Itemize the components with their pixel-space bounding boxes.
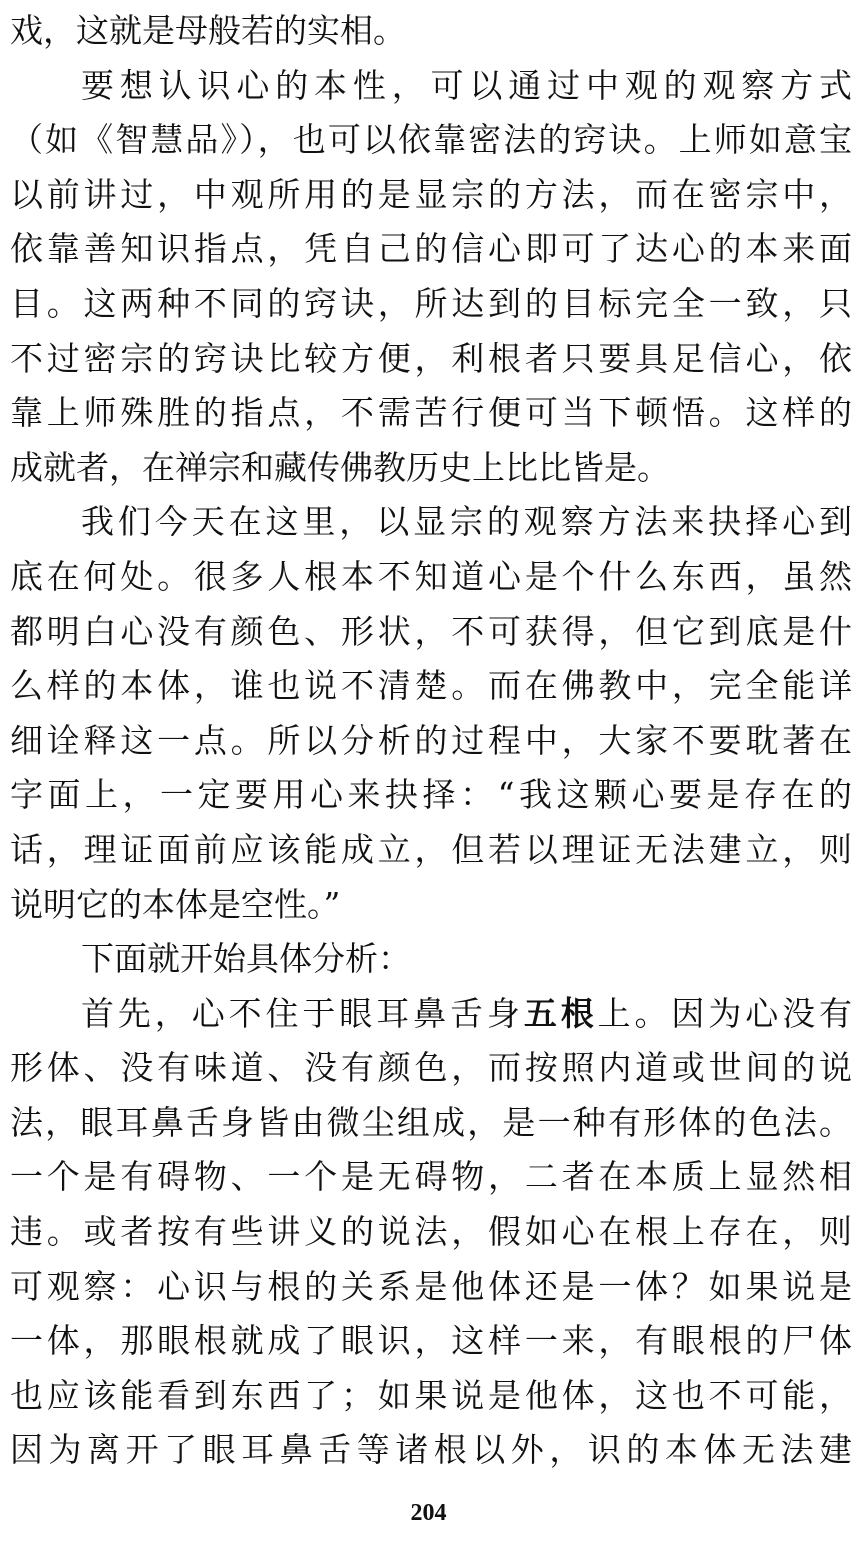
text-line: 可观察：心识与根的关系是他体还是一体？如果说是 [10, 1266, 852, 1306]
text-line [10, 987, 852, 1042]
text-line: 一个是有碍物、一个是无碍物，二者在本质上显然相 [10, 1157, 852, 1197]
bold-term: 五根 [523, 993, 598, 1033]
text-line: 形体、没有味道、没有颜色，而按照内道或世间的说 [10, 1048, 852, 1088]
text-line: 因为离开了眼耳鼻舌等诸根以外，识的本体无法建 [10, 1430, 852, 1470]
text-line: 我们今天在这里，以显宗的观察方法来抉择心到 [81, 502, 852, 542]
text-line: 成就者，在禅宗和藏传佛教历史上比比皆是。 [10, 447, 670, 487]
text-line: 底在何处。很多人根本不知道心是个什么东西，虽然 [10, 556, 852, 596]
text-line: 下面就开始具体分析： [81, 939, 411, 979]
text-line: 违。或者按有些讲义的说法，假如心在根上存在，则 [10, 1212, 852, 1252]
text-line: 目。这两种不同的窍诀，所达到的目标完全一致，只 [10, 283, 852, 323]
text-line: 细诠释这一点。所以分析的过程中，大家不要耽著在 [10, 720, 852, 760]
text-span: 上。因为心没有 [597, 993, 852, 1033]
text-line: 说明它的本体是空性。” [10, 884, 341, 924]
text-line: 么样的本体，谁也说不清楚。而在佛教中，完全能详 [10, 666, 852, 706]
text-line: 戏，这就是母般若的实相。 [10, 11, 406, 50]
body-text [10, 4, 852, 1478]
page-number: 204 [410, 1500, 447, 1526]
text-line: 都明白心没有颜色、形状，不可获得，但它到底是什 [10, 611, 852, 651]
text-line: 法，眼耳鼻舌身皆由微尘组成，是一种有形体的色法。 [10, 1102, 852, 1142]
text-line: （如《智慧品》），也可以依靠密法的窍诀。上师如意宝 [10, 120, 852, 160]
text-line: 要想认识心的本性，可以通过中观的观察方式 [81, 65, 852, 105]
text-line: 靠上师殊胜的指点，不需苦行便可当下顿悟。这样的 [10, 393, 852, 433]
text-line: 以前讲过，中观所用的是显宗的方法，而在密宗中， [10, 174, 852, 214]
text-line: 依靠善知识指点，凭自己的信心即可了达心的本来面 [10, 229, 852, 269]
text-line: 也应该能看到东西了；如果说是他体，这也不可能， [10, 1375, 852, 1415]
text-span: 首先，心不住于眼耳鼻舌身 [81, 993, 524, 1033]
text-line: 话，理证面前应该能成立，但若以理证无法建立，则 [10, 829, 852, 869]
text-line: 字面上，一定要用心来抉择：“我这颗心要是存在的 [10, 775, 852, 815]
text-line: 不过密宗的窍诀比较方便，利根者只要具足信心，依 [10, 338, 852, 378]
text-line: 一体，那眼根就成了眼识，这样一来，有眼根的尸体 [10, 1321, 852, 1361]
